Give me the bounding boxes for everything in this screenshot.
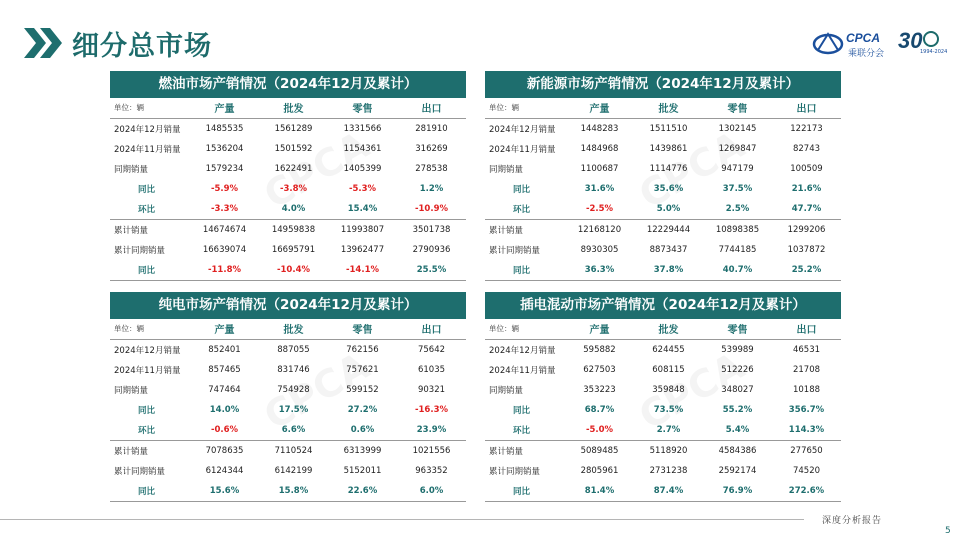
table-cell: 624455	[652, 344, 685, 355]
table-row	[110, 420, 466, 440]
unit-label: 单位：辆	[485, 319, 565, 339]
row-label: 累计同期销量	[489, 246, 541, 257]
table-row	[110, 118, 466, 138]
table-row	[485, 159, 841, 179]
table-cell: -3.3%	[210, 204, 239, 215]
table-cell: 87.4%	[634, 481, 703, 501]
row-label: 环比	[513, 426, 531, 437]
column-header: 批发	[259, 98, 328, 118]
cpca-emblem-icon	[812, 28, 844, 58]
table-cell: 608115	[652, 364, 685, 375]
column-header: 批发	[634, 319, 703, 339]
table-cell: 353223	[583, 385, 616, 396]
panel-nev-market	[485, 71, 841, 281]
table-cell: 5152011	[343, 466, 382, 477]
table-cell: 1485535	[205, 123, 244, 134]
table-cell: -2.5%	[585, 204, 614, 215]
table-row	[485, 139, 841, 159]
ring-icon	[923, 31, 939, 47]
table-cell: -11.8%	[190, 260, 259, 280]
column-header: 产量	[565, 319, 634, 339]
row-label: 同比	[513, 185, 531, 196]
row-label: 同比	[138, 185, 156, 196]
row-label: 同期销量	[114, 386, 149, 397]
table-cell: 539989	[721, 344, 754, 355]
sales-table	[110, 319, 466, 502]
table-cell: 1579234	[205, 164, 244, 175]
table-row	[110, 260, 466, 280]
column-header: 零售	[703, 98, 772, 118]
row-label: 同期销量	[114, 165, 149, 176]
logo-name: CPCA	[846, 31, 881, 45]
table-cell: 25.2%	[772, 260, 841, 280]
table-cell: 316269	[415, 143, 448, 154]
page-number: 5	[945, 526, 951, 536]
column-header: 批发	[634, 98, 703, 118]
table-row	[485, 339, 841, 359]
table-cell: 90321	[417, 385, 446, 396]
unit-label: 单位：辆	[110, 98, 190, 118]
row-label: 同比	[485, 481, 565, 501]
table-cell: -10.9%	[414, 204, 449, 215]
panel-body	[110, 319, 466, 502]
table-cell: 37.8%	[634, 260, 703, 280]
table-cell: 1484968	[580, 143, 619, 154]
table-cell: 13962477	[340, 245, 385, 256]
unit-label: 单位：辆	[485, 98, 565, 118]
table-cell: 1448283	[580, 123, 619, 134]
panel-phev-market	[485, 292, 841, 502]
panel-title: 燃油市场产销情况（2024年12月及累计）	[110, 71, 466, 98]
table-cell: 359848	[652, 385, 685, 396]
table-cell: 272.6%	[772, 481, 841, 501]
table-cell: 963352	[415, 466, 448, 477]
table-row	[110, 139, 466, 159]
table-cell: 37.5%	[722, 184, 753, 195]
panel-body	[110, 98, 466, 281]
table-cell: 74520	[792, 466, 821, 477]
table-cell: 16695791	[271, 245, 316, 256]
table-cell: 23.9%	[416, 425, 447, 436]
table-cell: 1331566	[343, 123, 382, 134]
table-row	[110, 199, 466, 219]
table-cell: 68.7%	[584, 405, 615, 416]
double-chevron-icon	[22, 26, 66, 60]
table-cell: 1114776	[649, 164, 688, 175]
table-cell: 1100687	[580, 164, 619, 175]
table-cell: 76.9%	[703, 481, 772, 501]
table-row	[485, 360, 841, 380]
row-label: 2024年11月销量	[489, 144, 556, 155]
table-header-row	[485, 98, 841, 118]
table-row	[485, 240, 841, 260]
table-cell: 1622491	[274, 164, 313, 175]
row-label: 累计同期销量	[489, 467, 541, 478]
table-cell: 114.3%	[788, 425, 825, 436]
table-row	[485, 420, 841, 440]
table-cell: 0.6%	[350, 425, 375, 436]
anniversary-badge	[898, 28, 948, 58]
table-cell: 762156	[346, 344, 379, 355]
table-cell: 599152	[346, 385, 379, 396]
table-cell: 21708	[792, 364, 821, 375]
cpca-logo	[812, 28, 892, 64]
table-cell: 1.2%	[419, 184, 444, 195]
row-label: 同期销量	[489, 165, 524, 176]
table-cell: 14.0%	[209, 405, 240, 416]
row-label: 同比	[138, 406, 156, 417]
table-cell: 277650	[772, 441, 841, 461]
table-cell: 2592174	[718, 466, 757, 477]
page-title: 细分总市场	[72, 31, 212, 62]
table-cell: 61035	[417, 364, 446, 375]
column-header: 零售	[703, 319, 772, 339]
table-cell: 8930305	[580, 245, 619, 256]
table-cell: 55.2%	[722, 405, 753, 416]
table-cell: 4584386	[703, 441, 772, 461]
table-cell: 81.4%	[565, 481, 634, 501]
table-cell: 82743	[792, 143, 821, 154]
table-cell: 46531	[792, 344, 821, 355]
column-header: 产量	[565, 98, 634, 118]
table-cell: 281910	[415, 123, 448, 134]
row-label: 同比	[110, 481, 190, 501]
panel-body	[485, 319, 841, 502]
row-label: 累计销量	[110, 441, 190, 461]
table-cell: 947179	[721, 164, 754, 175]
column-header: 产量	[190, 98, 259, 118]
table-cell: 1439861	[649, 143, 688, 154]
table-cell: 8873437	[649, 245, 688, 256]
table-cell: 5118920	[634, 441, 703, 461]
table-row	[110, 461, 466, 481]
table-cell: 14674674	[190, 220, 259, 240]
row-label: 2024年11月销量	[489, 365, 556, 376]
table-cell: -16.3%	[414, 405, 449, 416]
table-cell: -10.4%	[259, 260, 328, 280]
table-cell: 122173	[790, 123, 823, 134]
table-cell: -3.8%	[279, 184, 308, 195]
sales-table	[110, 98, 466, 281]
table-cell: 1561289	[274, 123, 313, 134]
table-row	[485, 220, 841, 240]
table-row	[485, 260, 841, 280]
table-row	[485, 441, 841, 461]
table-cell: 10188	[792, 385, 821, 396]
panel-title: 纯电市场产销情况（2024年12月及累计）	[110, 292, 466, 319]
table-cell: 1021556	[397, 441, 466, 461]
table-cell: -5.3%	[348, 184, 377, 195]
column-header: 零售	[328, 98, 397, 118]
panel-fuel-market	[110, 71, 466, 281]
table-cell: 2805961	[580, 466, 619, 477]
table-cell: 15.8%	[259, 481, 328, 501]
table-row	[110, 400, 466, 420]
table-cell: 36.3%	[565, 260, 634, 280]
table-cell: 595882	[583, 344, 616, 355]
table-cell: -0.6%	[210, 425, 239, 436]
table-cell: 12168120	[565, 220, 634, 240]
row-label: 环比	[138, 205, 156, 216]
table-cell: 1037872	[787, 245, 826, 256]
panel-title: 新能源市场产销情况（2024年12月及累计）	[485, 71, 841, 98]
table-cell: 21.6%	[791, 184, 822, 195]
table-cell: -14.1%	[328, 260, 397, 280]
table-cell: 3501738	[397, 220, 466, 240]
table-row	[110, 339, 466, 359]
table-row	[485, 179, 841, 199]
table-cell: 17.5%	[278, 405, 309, 416]
row-label: 同比	[485, 260, 565, 280]
anniversary-number: 30	[898, 28, 923, 53]
table-cell: -5.9%	[210, 184, 239, 195]
table-row	[110, 220, 466, 240]
row-label: 同期销量	[489, 386, 524, 397]
table-cell: 2.5%	[725, 204, 750, 215]
table-cell: 356.7%	[788, 405, 825, 416]
table-cell: 73.5%	[653, 405, 684, 416]
anniversary-years: 1994-2024	[920, 49, 948, 55]
table-row	[485, 118, 841, 138]
table-cell: 7078635	[190, 441, 259, 461]
table-cell: 348027	[721, 385, 754, 396]
table-cell: 35.6%	[653, 184, 684, 195]
row-label: 累计销量	[485, 441, 565, 461]
table-cell: 1405399	[343, 164, 382, 175]
table-cell: 1302145	[718, 123, 757, 134]
sales-table	[485, 319, 841, 502]
row-label: 2024年11月销量	[114, 365, 181, 376]
page-header	[0, 0, 960, 70]
table-cell: 4.0%	[281, 204, 306, 215]
table-cell: 1501592	[274, 143, 313, 154]
table-cell: 5089485	[565, 441, 634, 461]
table-cell: 6.0%	[397, 481, 466, 501]
row-label: 2024年12月销量	[114, 345, 181, 356]
table-row	[485, 481, 841, 501]
table-cell: -5.0%	[585, 425, 614, 436]
table-cell: 1536204	[205, 143, 244, 154]
table-cell: 11993807	[328, 220, 397, 240]
row-label: 同比	[110, 260, 190, 280]
table-cell: 627503	[583, 364, 616, 375]
table-cell: 27.2%	[347, 405, 378, 416]
row-label: 2024年11月销量	[114, 144, 181, 155]
table-row	[110, 179, 466, 199]
table-row	[110, 441, 466, 461]
table-cell: 754928	[277, 385, 310, 396]
table-cell: 887055	[277, 344, 310, 355]
table-cell: 1511510	[649, 123, 688, 134]
unit-label: 单位：辆	[110, 319, 190, 339]
table-row	[485, 461, 841, 481]
table-cell: 5.0%	[656, 204, 681, 215]
table-cell: 757621	[346, 364, 379, 375]
sales-table	[485, 98, 841, 281]
table-cell: 10898385	[703, 220, 772, 240]
table-cell: 852401	[208, 344, 241, 355]
table-cell: 75642	[417, 344, 446, 355]
column-header: 批发	[259, 319, 328, 339]
table-row	[110, 159, 466, 179]
table-row	[485, 400, 841, 420]
table-cell: 7744185	[718, 245, 757, 256]
footer-divider	[0, 519, 804, 520]
table-cell: 15.4%	[347, 204, 378, 215]
row-label: 环比	[138, 426, 156, 437]
table-cell: 15.6%	[190, 481, 259, 501]
panel-bev-market	[110, 292, 466, 502]
table-cell: 1269847	[718, 143, 757, 154]
table-cell: 1299206	[772, 220, 841, 240]
row-label: 累计销量	[110, 220, 190, 240]
row-label: 环比	[513, 205, 531, 216]
table-cell: 6313999	[328, 441, 397, 461]
column-header: 出口	[397, 98, 466, 118]
column-header: 出口	[772, 319, 841, 339]
table-cell: 747464	[208, 385, 241, 396]
table-header-row	[110, 98, 466, 118]
table-cell: 512226	[721, 364, 754, 375]
table-cell: 47.7%	[791, 204, 822, 215]
table-cell: 6.6%	[281, 425, 306, 436]
table-cell: 14959838	[259, 220, 328, 240]
column-header: 出口	[397, 319, 466, 339]
logo-subtitle: 乘联分会	[848, 49, 885, 59]
table-row	[110, 380, 466, 400]
footer-report-label: 深度分析报告	[822, 516, 883, 526]
table-cell: 31.6%	[584, 184, 615, 195]
table-cell: 40.7%	[703, 260, 772, 280]
table-cell: 2790936	[412, 245, 451, 256]
table-cell: 7110524	[259, 441, 328, 461]
table-cell: 22.6%	[328, 481, 397, 501]
row-label: 同比	[513, 406, 531, 417]
column-header: 产量	[190, 319, 259, 339]
table-cell: 857465	[208, 364, 241, 375]
table-row	[485, 199, 841, 219]
table-row	[110, 481, 466, 501]
table-row	[110, 240, 466, 260]
table-cell: 6124344	[205, 466, 244, 477]
row-label: 累计同期销量	[114, 246, 166, 257]
row-label: 2024年12月销量	[114, 124, 181, 135]
panel-title: 插电混动市场产销情况（2024年12月及累计）	[485, 292, 841, 319]
row-label: 累计销量	[485, 220, 565, 240]
column-header: 零售	[328, 319, 397, 339]
table-cell: 5.4%	[725, 425, 750, 436]
table-cell: 2.7%	[656, 425, 681, 436]
column-header: 出口	[772, 98, 841, 118]
table-cell: 1154361	[343, 143, 382, 154]
table-header-row	[110, 319, 466, 339]
panel-body	[485, 98, 841, 281]
table-cell: 831746	[277, 364, 310, 375]
table-cell: 6142199	[274, 466, 313, 477]
table-cell: 16639074	[202, 245, 247, 256]
table-header-row	[485, 319, 841, 339]
table-row	[485, 380, 841, 400]
row-label: 2024年12月销量	[489, 345, 556, 356]
table-cell: 12229444	[634, 220, 703, 240]
table-cell: 25.5%	[397, 260, 466, 280]
table-row	[110, 360, 466, 380]
table-cell: 100509	[790, 164, 823, 175]
table-cell: 2731238	[649, 466, 688, 477]
row-label: 2024年12月销量	[489, 124, 556, 135]
table-cell: 278538	[415, 164, 448, 175]
row-label: 累计同期销量	[114, 467, 166, 478]
